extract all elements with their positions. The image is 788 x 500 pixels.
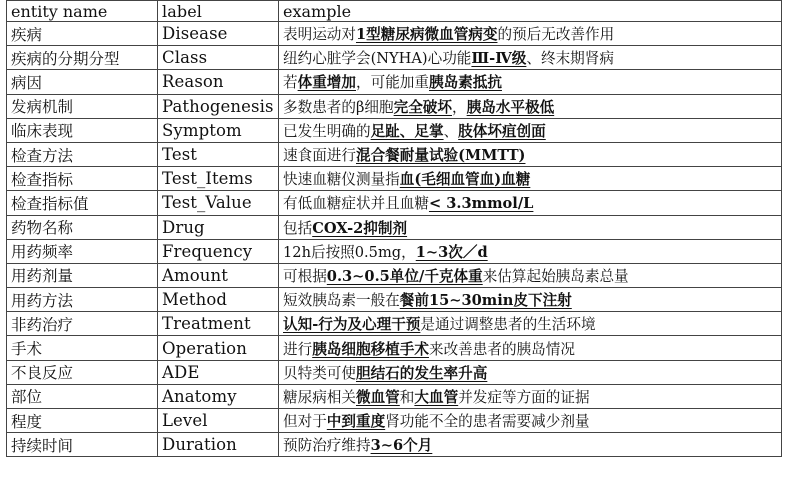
- example-cell: [279, 433, 782, 457]
- example-cell: [279, 167, 782, 191]
- entity-name-cell: 手术: [7, 336, 158, 360]
- example-cell: [279, 70, 782, 94]
- label-cell: Drug: [158, 215, 279, 239]
- highlighted-entity: 1型糖尿病微血管病变: [355, 26, 498, 44]
- entity-name-cell: 疾病: [7, 22, 158, 46]
- highlighted-entity: < 3.3mmol/L: [428, 195, 534, 213]
- example-text: 和: [399, 388, 415, 406]
- example-cell: [279, 409, 782, 433]
- highlighted-entity: 3∼6个月: [370, 437, 433, 455]
- highlighted-entity: 1∼3次／d: [415, 243, 488, 261]
- highlighted-entity: 体重增加: [297, 74, 356, 92]
- table-row: [7, 70, 782, 94]
- example-cell: [279, 94, 782, 118]
- highlighted-entity: 胰岛素抵抗: [428, 74, 502, 92]
- table-row: [7, 191, 782, 215]
- entity-name-cell: 病因: [7, 70, 158, 94]
- table-header-row: [7, 1, 782, 22]
- example-text: 预防治疗维持: [283, 437, 371, 455]
- highlighted-entity: 胰岛细胞移植手术: [312, 340, 429, 358]
- highlighted-entity: 足趾、足掌: [370, 122, 444, 140]
- example-cell: [279, 336, 782, 360]
- table-row: [7, 239, 782, 263]
- example-cell: [279, 263, 782, 287]
- highlighted-entity: 餐前15∼30min皮下注射: [399, 292, 572, 310]
- label-cell: Operation: [158, 336, 279, 360]
- highlighted-entity: 胰岛水平极低: [466, 98, 555, 116]
- highlighted-entity: Ⅲ-Ⅳ级: [471, 50, 527, 68]
- example-cell: [279, 118, 782, 142]
- label-cell: Frequency: [158, 239, 279, 263]
- label-cell: Treatment: [158, 312, 279, 336]
- label-cell: Anatomy: [158, 384, 279, 408]
- example-text: 若: [283, 74, 298, 92]
- table-row: [7, 360, 782, 384]
- example-text: 多数患者的β细胞: [283, 98, 394, 116]
- highlighted-entity: 血(毛细血管血)血糖: [399, 171, 531, 189]
- entity-name-cell: 部位: [7, 384, 158, 408]
- table-row: [7, 336, 782, 360]
- entity-name-cell: 程度: [7, 409, 158, 433]
- label-cell: Level: [158, 409, 279, 433]
- example-text: 来改善患者的胰岛情况: [428, 340, 575, 358]
- example-text: 是通过调整患者的生活环境: [420, 316, 596, 334]
- highlighted-entity: COX-2抑制剂: [312, 219, 408, 237]
- label-cell: Test_Value: [158, 191, 279, 215]
- example-cell: [279, 288, 782, 312]
- example-text: 并发症等方面的证据: [458, 388, 590, 406]
- example-text: 、: [443, 122, 459, 140]
- example-text: 贝特类可使: [283, 364, 356, 382]
- label-cell: Pathogenesis: [158, 94, 279, 118]
- example-text: 来估算起始胰岛素总量: [482, 267, 629, 285]
- example-text: 短效胰岛素一般在: [283, 292, 400, 310]
- example-cell: [279, 142, 782, 166]
- highlighted-entity: 微血管: [355, 388, 400, 406]
- entity-name-cell: 非药治疗: [7, 312, 158, 336]
- example-text: 12h后按照0.5mg，: [283, 243, 416, 261]
- example-text: 表明运动对: [283, 26, 356, 44]
- example-cell: [279, 384, 782, 408]
- highlighted-entity: 混合餐耐量试验(MMTT): [355, 147, 526, 165]
- entity-table: [6, 0, 782, 457]
- table-row: [7, 288, 782, 312]
- label-cell: Symptom: [158, 118, 279, 142]
- example-text: 糖尿病相关: [283, 388, 356, 406]
- entity-name-cell: 检查指标: [7, 167, 158, 191]
- example-text: 包括: [283, 219, 313, 237]
- table-row: [7, 46, 782, 70]
- header-example: example: [279, 1, 782, 22]
- highlighted-entity: 大血管: [414, 388, 459, 406]
- example-cell: [279, 360, 782, 384]
- highlighted-entity: 完全破坏: [393, 98, 452, 116]
- example-text: 速食面进行: [283, 147, 356, 165]
- entity-name-cell: 检查方法: [7, 142, 158, 166]
- entity-table-body: [7, 1, 782, 457]
- label-cell: Test: [158, 142, 279, 166]
- header-entity-name: entity name: [7, 1, 158, 22]
- entity-name-cell: 用药频率: [7, 239, 158, 263]
- table-row: [7, 94, 782, 118]
- example-cell: [279, 22, 782, 46]
- example-text: 的预后无改善作用: [497, 26, 615, 44]
- table-row: [7, 384, 782, 408]
- example-cell: [279, 215, 782, 239]
- table-row: [7, 433, 782, 457]
- example-cell: [279, 239, 782, 263]
- example-text: 有低血糖症状并且血糖: [283, 195, 429, 213]
- table-row: [7, 215, 782, 239]
- label-cell: Class: [158, 46, 279, 70]
- label-cell: Duration: [158, 433, 279, 457]
- example-text: 可根据: [283, 267, 327, 285]
- highlighted-entity: 肢体坏疽创面: [458, 122, 546, 140]
- entity-name-cell: 不良反应: [7, 360, 158, 384]
- entity-name-cell: 发病机制: [7, 94, 158, 118]
- entity-name-cell: 持续时间: [7, 433, 158, 457]
- highlighted-entity: 中到重度: [326, 413, 386, 431]
- table-row: [7, 312, 782, 336]
- example-cell: [279, 191, 782, 215]
- label-cell: ADE: [158, 360, 279, 384]
- highlighted-entity: 0.3∼0.5单位/千克体重: [326, 267, 483, 285]
- table-row: [7, 22, 782, 46]
- example-text: 但对于: [283, 413, 327, 431]
- highlighted-entity: 胆结石的发生率升高: [355, 364, 488, 382]
- entity-name-cell: 用药剂量: [7, 263, 158, 287]
- example-text: 、终末期肾病: [526, 50, 614, 68]
- example-text: 肾功能不全的患者需要减少剂量: [385, 413, 590, 431]
- example-text: 纽约心脏学会(NYHA)心功能: [283, 50, 472, 68]
- label-cell: Test_Items: [158, 167, 279, 191]
- entity-name-cell: 检查指标值: [7, 191, 158, 215]
- example-text: ，可能加重: [356, 74, 429, 92]
- label-cell: Disease: [158, 22, 279, 46]
- example-cell: [279, 312, 782, 336]
- table-row: [7, 142, 782, 166]
- entity-table-page: [6, 0, 782, 457]
- header-label: label: [158, 1, 279, 22]
- example-text: ，: [452, 98, 467, 116]
- table-row: [7, 118, 782, 142]
- example-cell: [279, 46, 782, 70]
- table-row: [7, 409, 782, 433]
- label-cell: Amount: [158, 263, 279, 287]
- label-cell: Reason: [158, 70, 279, 94]
- label-cell: Method: [158, 288, 279, 312]
- entity-name-cell: 药物名称: [7, 215, 158, 239]
- table-row: [7, 263, 782, 287]
- entity-name-cell: 疾病的分期分型: [7, 46, 158, 70]
- entity-name-cell: 用药方法: [7, 288, 158, 312]
- example-text: 快速血糖仪测量指: [283, 171, 400, 189]
- example-text: 进行: [283, 340, 313, 358]
- example-text: 已发生明确的: [283, 122, 371, 140]
- highlighted-entity: 认知-行为及心理干预: [283, 316, 421, 334]
- table-row: [7, 167, 782, 191]
- entity-name-cell: 临床表现: [7, 118, 158, 142]
